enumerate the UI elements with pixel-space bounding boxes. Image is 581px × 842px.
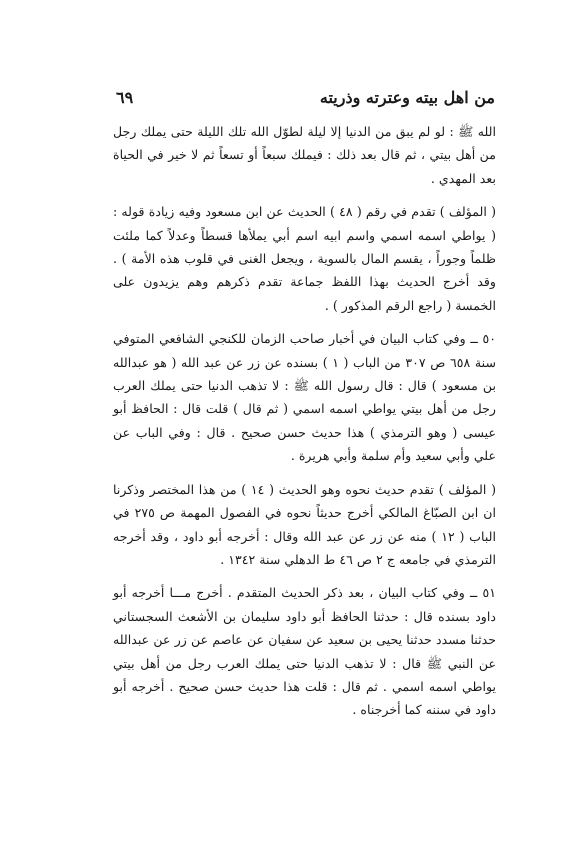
paragraph-1: الله ﷺ : لو لم يبق من الدنيا إلا ليلة لطوّل الله تلك الليلة حتى يملك رجل من أهل بيتي ، ثم قال بعد ذلك : فيملك سبعاً أو تسعاً ثم لا خير في الحياة بعد المهدي . bbox=[113, 124, 496, 186]
paragraph-5: ٥١ ــ وفي كتاب البيان ، بعد ذكر الحديث المتقدم . أخرج مـــا أخرجه أبو داود بسنده قال : حدثنا الحافظ أبو داود سليمان بن الأشعث السجستاني حدثنا مسدد حدثنا يحيى بن سعيد عن سفيان عن عاصم عن زر عن عبدالله عن النبي ﷺ قال : لا تذهب الدنيا حتى يملك العرب رجل من أهل بيتي يواطي اسمه اسمي . ثم قال : قلت هذا حديث حسن صحيح . أخرجه أبو داود في سننه كما أخرجناه . bbox=[113, 585, 496, 718]
body-text bbox=[113, 120, 496, 722]
paragraph-4: ( المؤلف ) تقدم حديث نحوه وهو الحديث ( ١٤ ) من هذا المختصر وذكرنا ان ابن الصبّاغ المالكي أخرج حديثاً نحوه في الفصول المهمة ص ٢٧٥ في الباب ( ١٢ ) منه عن زر عن عبد الله وقال : أخرجه أبو داود ، وقد أخرجه الترمذي في جامعه ج ٢ ص ٤٦ ط الدهلي سنة ١٣٤٢ . bbox=[113, 481, 497, 567]
running-title: من اهل بيته وعترته وذريته bbox=[319, 88, 495, 107]
paragraph-2: ( المؤلف ) تقدم في رقم ( ٤٨ ) الحديث عن ابن مسعود وفيه زيادة قوله : ( يواطي اسمه اسمي واسم ابيه اسم أبي يملأها قسطاً وعدلاً كما ملئت ظلماً وجوراً ، يقسم المال بالسوية ، ويجعل الغنى في قلوب هذه الأمة ) . وقد أخرج الحديث بهذا اللفظ جماعة تقدم ذكرهم وهم يزيدون على الخمسة ( راجع الرقم المذكور ) . bbox=[113, 204, 496, 313]
page-number: ٦٩ bbox=[116, 88, 134, 107]
page-header bbox=[116, 88, 495, 114]
paragraph-3: ٥٠ ــ وفي كتاب البيان في أخبار صاحب الزمان للكنجي الشافعي المتوفي سنة ٦٥٨ ص ٣٠٧ من الباب ( ١ ) بسنده عن زر عن عبد الله ( هو عبدالله بن مسعود ) قال : قال رسول الله ﷺ : لا تذهب الدنيا حتى يملك العرب رجل من أهل بيتي يواطي اسمه اسمي ( ثم قال ) قلت قال : الحافظ أبو عيسى ( وهو الترمذي ) هذا حديث حسن صحيح . قال : وفي الباب عن علي وأبي سعيد وأم سلمة وأبي هريرة . bbox=[113, 331, 496, 464]
